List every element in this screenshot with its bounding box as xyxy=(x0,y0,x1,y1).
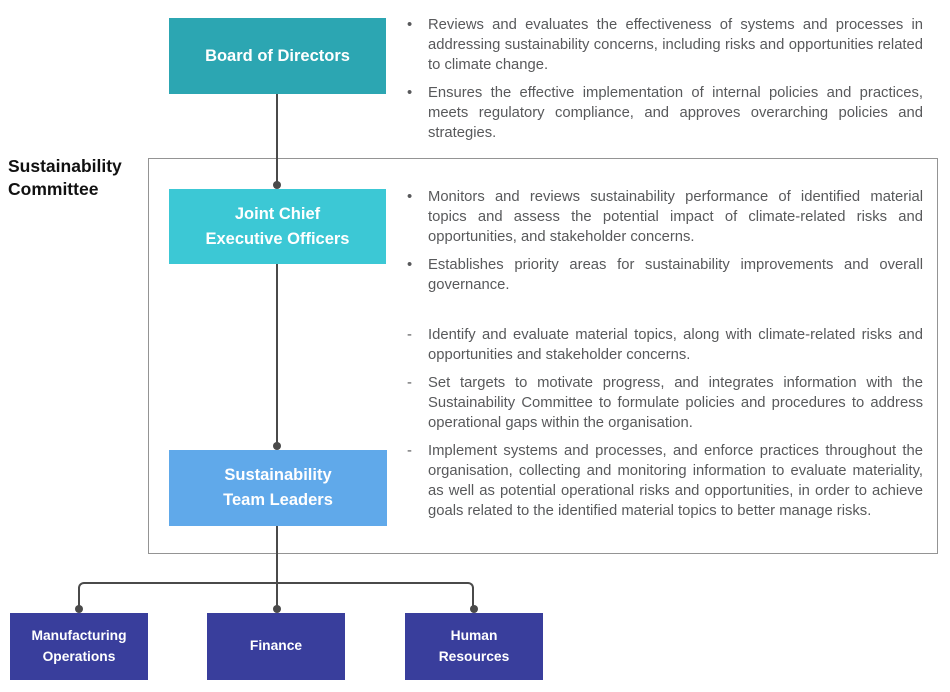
connector-dot-stl xyxy=(273,442,281,450)
jceo-bullet-list xyxy=(407,187,923,295)
node-board-of-directors xyxy=(169,18,386,94)
node-label-line: Manufacturing xyxy=(31,627,127,643)
dash-marker: - xyxy=(407,327,412,343)
node-label-line: Operations xyxy=(42,648,116,664)
stl-dash-list xyxy=(407,325,923,521)
node-manufacturing-operations xyxy=(10,613,148,680)
connector-stl-down xyxy=(276,526,278,583)
node-label-line: Team Leaders xyxy=(223,491,333,509)
connector-board-to-jceo xyxy=(276,94,278,185)
committee-label: Sustainability Committee xyxy=(8,156,122,199)
bullet-item xyxy=(407,15,923,75)
bullet-item xyxy=(407,83,923,143)
bullet-text: Establishes priority areas for sustainability improvements and overall governance. xyxy=(428,257,923,293)
node-label-line: Executive Officers xyxy=(205,229,350,248)
bullet-text: Ensures the effective implementation of internal policies and practices, meets regulatory compliance, and approves overarching policies and strategies. xyxy=(428,85,923,141)
bullet-marker: • xyxy=(407,189,413,205)
node-label-line: Resources xyxy=(438,648,510,664)
node-label: Board of Directors xyxy=(205,46,350,65)
bullet-marker: • xyxy=(407,257,413,273)
bullet-marker: • xyxy=(407,85,413,101)
node-label-line: Joint Chief xyxy=(234,204,321,223)
dash-text: Identify and evaluate material topics, along with climate-related risks and opportunities and stakeholder concerns. xyxy=(428,327,923,363)
dash-item xyxy=(407,441,923,521)
connector-jceo-to-stl xyxy=(276,264,278,446)
dash-marker: - xyxy=(407,375,412,391)
node-label-line: Human xyxy=(450,627,498,643)
bullet-text: Reviews and evaluates the effectiveness of systems and processes in addressing sustainability concerns, including risks and opportunities related to climate change. xyxy=(428,17,923,73)
dash-text: Implement systems and processes, and enforce practices throughout the organisation, collecting and monitoring information to evaluate materiality, as well as potential operational risks and opportunities, in order to achieve goals related to the identified material topics to better manage risks. xyxy=(428,443,923,519)
bullet-text: Monitors and reviews sustainability performance of identified material topics and assess the potential impact of climate-related risks and opportunities, and stakeholder concerns. xyxy=(428,189,923,245)
dash-text: Set targets to motivate progress, and integrates information with the Sustainability Committee to formulate policies and procedures to address operational gaps within the organisation. xyxy=(428,375,923,431)
node-joint-chief-executive-officers xyxy=(169,189,386,264)
dash-item xyxy=(407,373,923,433)
connector-dot-finance xyxy=(273,605,281,613)
connector-dot-human-resources xyxy=(470,605,478,613)
node-sustainability-team-leaders xyxy=(169,450,387,526)
board-bullet-list xyxy=(407,15,923,143)
node-label-line: Sustainability xyxy=(224,466,332,485)
bullet-item xyxy=(407,255,923,295)
bullet-item xyxy=(407,187,923,247)
connector-dot-jceo xyxy=(273,181,281,189)
node-finance xyxy=(207,613,345,680)
dash-item xyxy=(407,325,923,365)
node-label: Finance xyxy=(249,638,303,654)
node-human-resources xyxy=(405,613,543,680)
bullet-marker: • xyxy=(407,17,413,33)
dash-marker: - xyxy=(407,443,412,459)
connector-dot-manufacturing xyxy=(75,605,83,613)
